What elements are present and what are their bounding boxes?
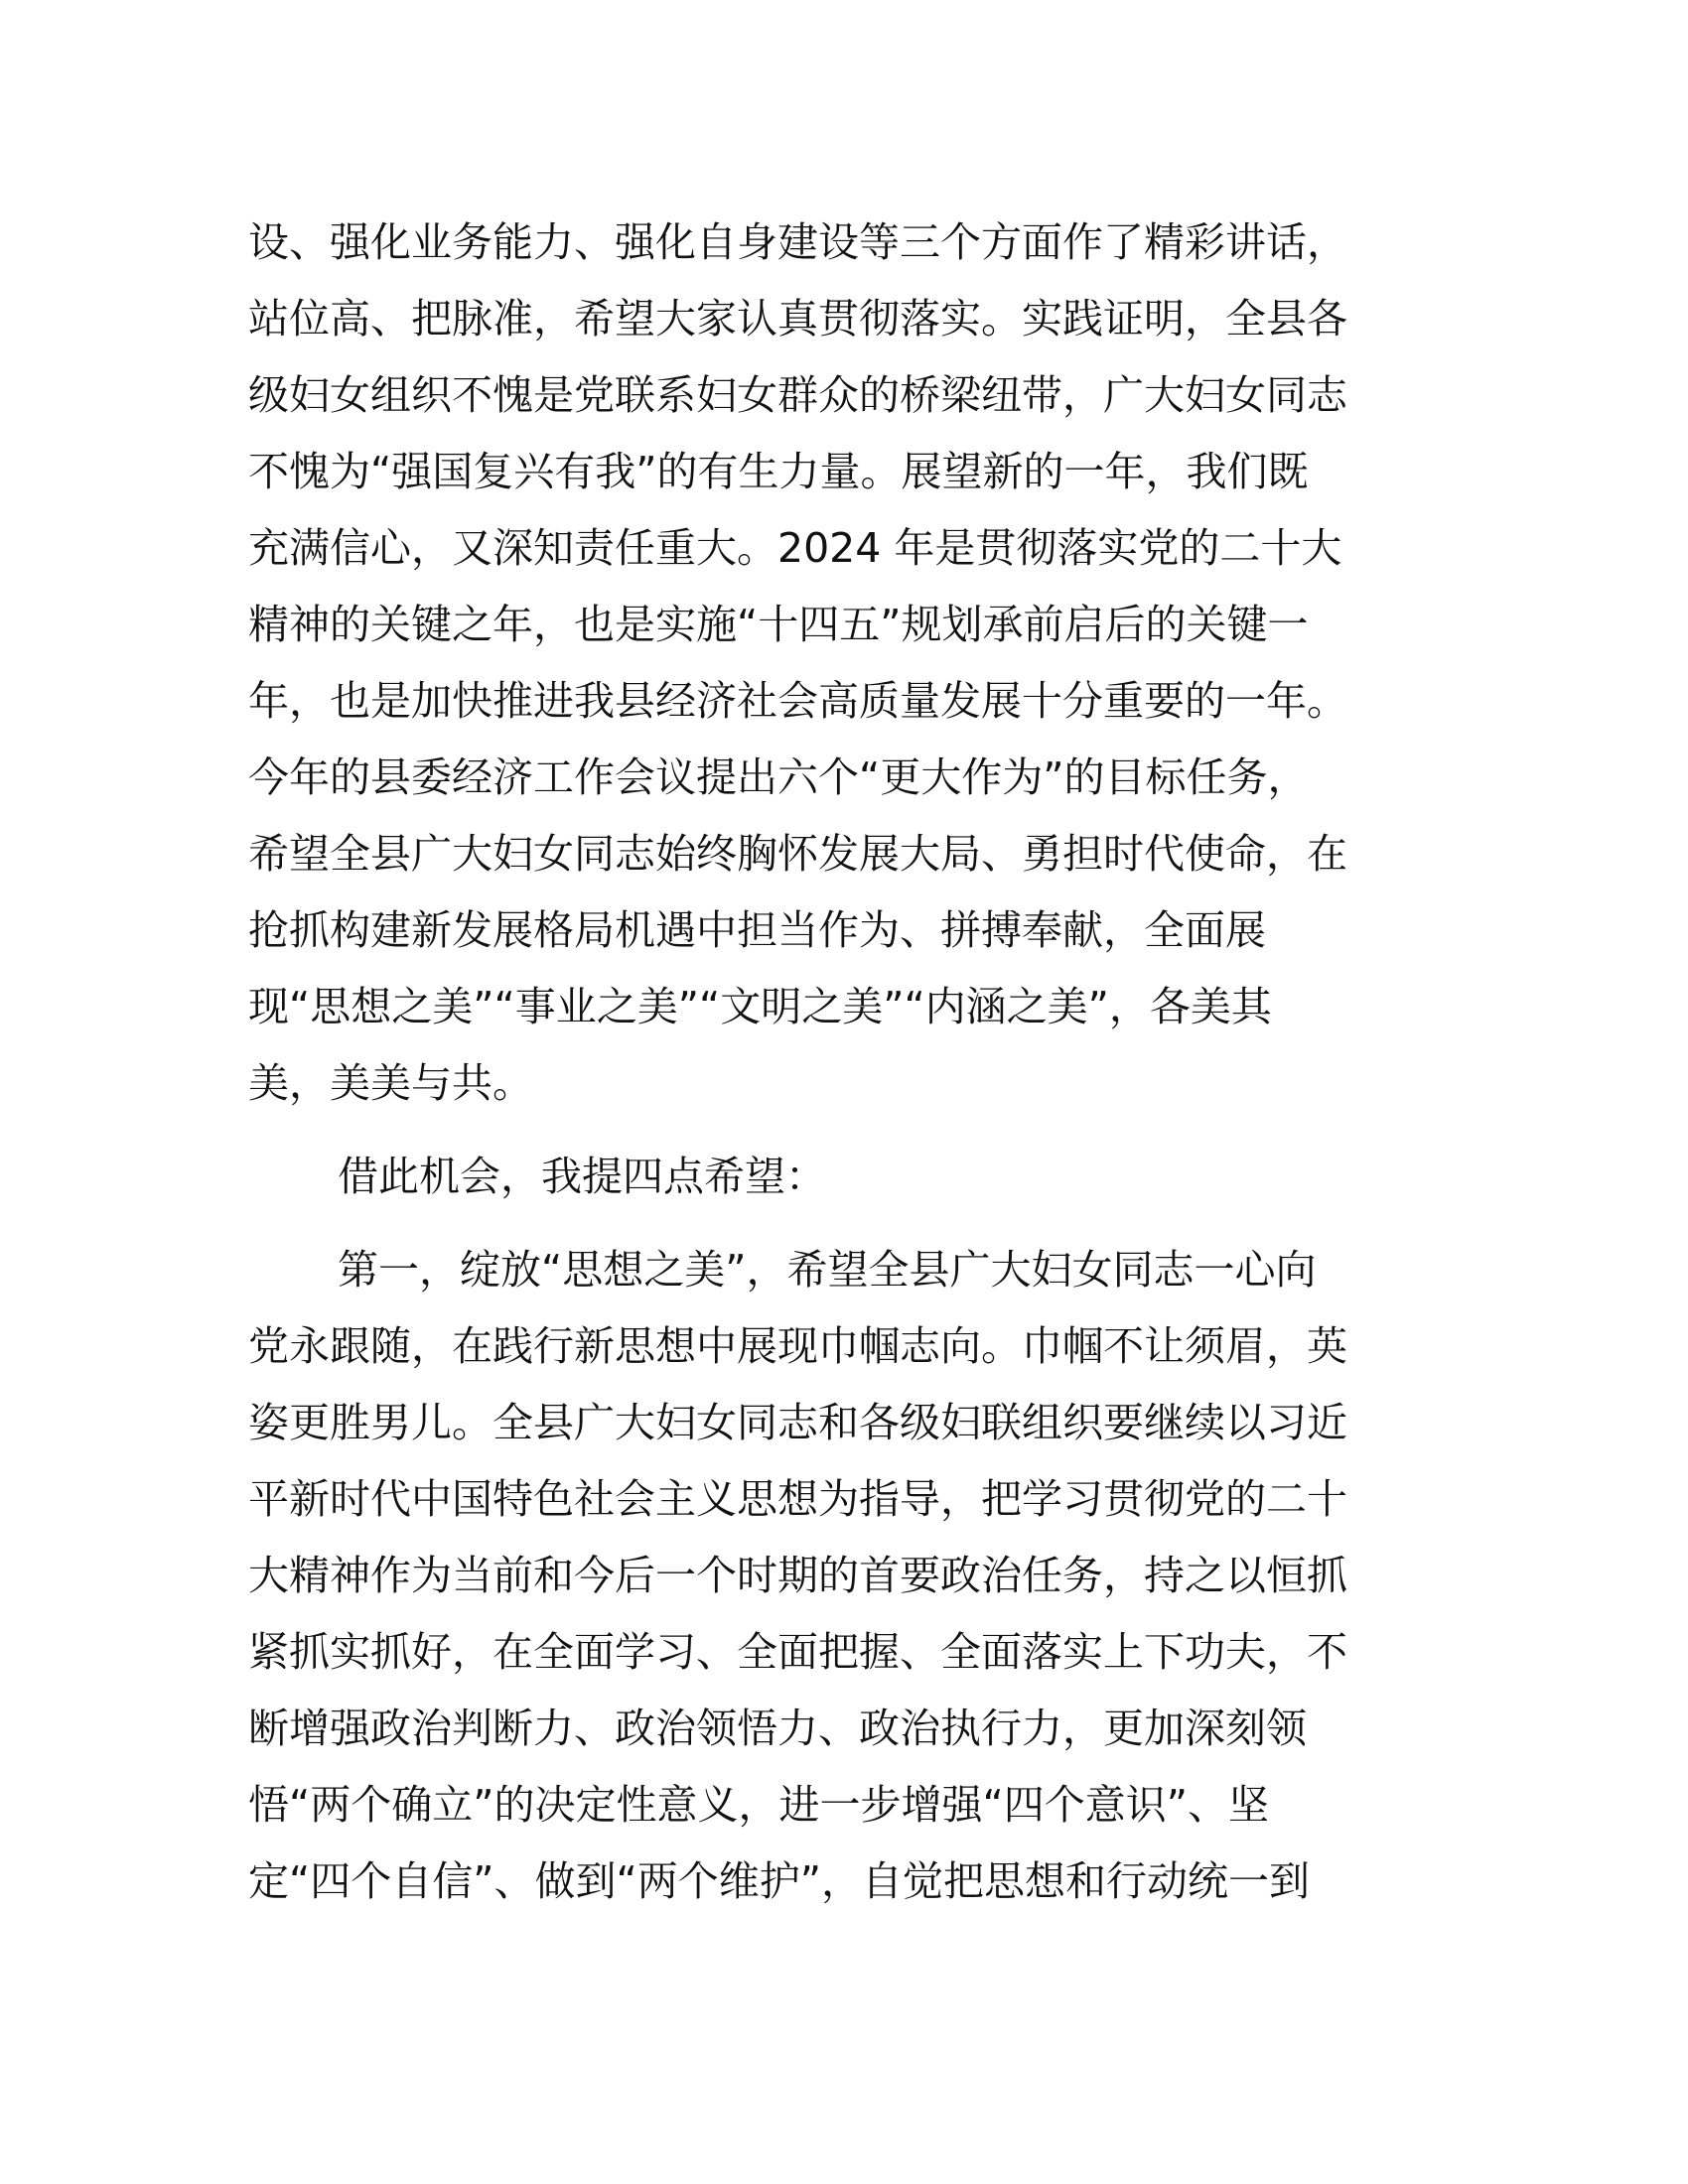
paragraph-spacing — [248, 1215, 1440, 1232]
text-line: 不愧为“强国复兴有我”的有生力量。展望新的一年，我们既 — [248, 448, 1309, 495]
paragraph-intro-hopes — [248, 1139, 1440, 1215]
text-line: 抢抓构建新发展格局机遇中担当作为、拼搏奉献，全面展 — [248, 906, 1266, 954]
paragraph-spacing — [248, 1122, 1440, 1139]
text-line: 站位高、把脉准，希望大家认真贯彻落实。实践证明，全县各 — [248, 295, 1347, 342]
text-line: 现“思想之美”“事业之美”“文明之美”“内涵之美”，各美其 — [248, 983, 1272, 1030]
text-line: 年，也是加快推进我县经济社会高质量发展十分重要的一年。 — [248, 677, 1347, 725]
text-line: 姿更胜男儿。全县广大妇女同志和各级妇联组织要继续以习近 — [248, 1399, 1347, 1446]
paragraph-first-hope — [248, 1232, 1440, 1920]
text-line: 精神的关键之年，也是实施“十四五”规划承前启后的关键一 — [248, 601, 1309, 648]
text-line: 悟“两个确立”的决定性意义，进一步增强“四个意识”、坚 — [248, 1781, 1269, 1829]
paragraph-continuation — [248, 205, 1440, 1122]
text-line: 级妇女组织不愧是党联系妇女群众的桥梁纽带，广大妇女同志 — [248, 371, 1347, 419]
text-line: 充满信心，又深知责任重大。2024 年是贯彻落实党的二十大 — [248, 524, 1342, 572]
text-line: 美，美美与共。 — [248, 1059, 533, 1107]
text-line: 紧抓实抓好，在全面学习、全面把握、全面落实上下功夫，不 — [248, 1628, 1347, 1676]
text-line: 平新时代中国特色社会主义思想为指导，把学习贯彻党的二十 — [248, 1475, 1347, 1523]
text-line: 大精神作为当前和今后一个时期的首要政治任务，持之以恒抓 — [248, 1552, 1347, 1599]
text-line: 今年的县委经济工作会议提出六个“更大作为”的目标任务， — [248, 753, 1309, 801]
document-body — [248, 205, 1440, 1920]
text-line: 希望全县广大妇女同志始终胸怀发展大局、勇担时代使命，在 — [248, 830, 1347, 878]
text-line: 第一，绽放“思想之美”，希望全县广大妇女同志一心向 — [338, 1246, 1317, 1294]
text-line: 断增强政治判断力、政治领悟力、政治执行力，更加深刻领 — [248, 1705, 1307, 1752]
text-line: 借此机会，我提四点希望： — [338, 1153, 826, 1200]
text-line: 设、强化业务能力、强化自身建设等三个方面作了精彩讲话， — [248, 218, 1347, 266]
text-line: 定“四个自信”、做到“两个维护”，自觉把思想和行动统一到 — [248, 1857, 1310, 1905]
text-line: 党永跟随，在践行新思想中展现巾帼志向。巾帼不让须眉，英 — [248, 1322, 1347, 1370]
